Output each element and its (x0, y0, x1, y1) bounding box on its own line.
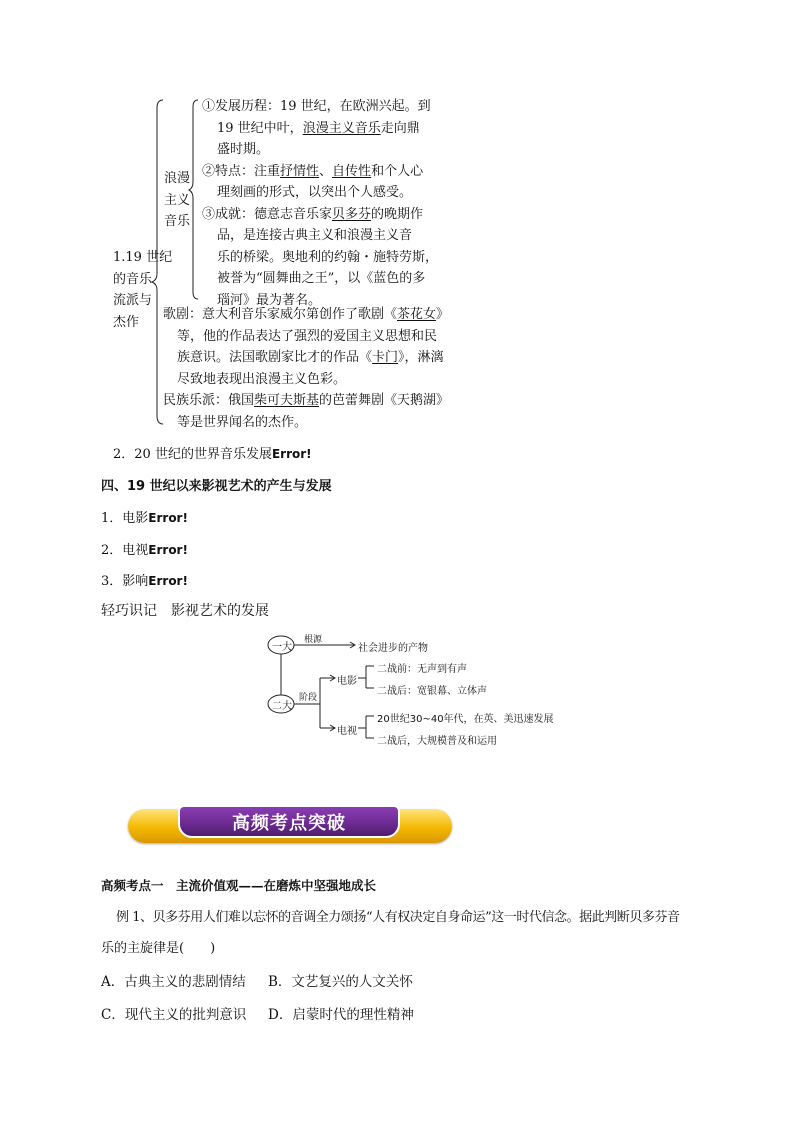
national-line: 民族乐派：俄国柴可夫斯基的芭蕾舞剧《天鹅湖》 (163, 393, 450, 408)
memo-title: 轻巧识记 影视艺术的发展 (101, 603, 269, 619)
romantic-item-line: ②特点：注重抒情性、自传性和个人心 (202, 163, 424, 179)
opera-line: 族意识。法国歌剧家比才的作品《卡门》，淋漓 (177, 350, 444, 365)
banner-text: 高频考点突破 (232, 813, 346, 834)
romantic-label: 音乐 (164, 214, 191, 229)
romantic-label: 浪漫 (164, 171, 191, 186)
romantic-item-line: ③成就：德意志音乐家贝多芬的晚期作 (202, 206, 424, 222)
romantic-item-line: 乐的桥梁。奥地利的约翰・施特劳斯， (217, 249, 439, 265)
option-c: C．现代主义的批判意识 (101, 1007, 247, 1023)
mind-map-root-label: 根源 (304, 635, 323, 645)
mind-map-film: 电影 (337, 676, 357, 687)
option-d: D．启蒙时代的理性精神 (268, 1007, 414, 1023)
option-a: A．古典主义的悲剧情结 (101, 974, 246, 990)
opera-line: 尽致地表现出浪漫主义色彩。 (177, 371, 347, 387)
mind-map-node-1: 一大 (272, 642, 292, 653)
romantic-item-line: 品，是连接古典主义和浪漫主义音 (217, 228, 413, 243)
mind-map-film-item: 二战前：无声到有声 (377, 664, 467, 675)
outline-root-label: 的音乐 (113, 271, 153, 287)
section-banner (128, 805, 452, 847)
romantic-item-line: ①发展历程：19 世纪，在欧洲兴起。到 (202, 99, 431, 114)
outline-root-label: 杰作 (113, 314, 140, 330)
mind-map-stage-label: 阶段 (299, 693, 318, 703)
exam-question: 例 1、贝多芬用人们难以忘怀的音调全力颂扬“人有权决定自身命运”这一时代信念。据此判断贝多芬音 (116, 910, 680, 925)
option-b: B．文艺复兴的人文关怀 (268, 974, 413, 990)
mind-map-film-item: 二战后：宽银幕、立体声 (377, 686, 487, 697)
romantic-item-line: 19 世纪中叶，浪漫主义音乐走向鼎 (217, 120, 420, 136)
opera-line: 等，他的作品表达了强烈的爱国主义思想和民 (177, 328, 438, 344)
outline-root-label: 1.19 世纪 (113, 250, 173, 265)
tv-heading: 2．电视Error! (101, 543, 188, 558)
romantic-label: 主义 (164, 192, 191, 208)
outline-root-label: 流派与 (113, 293, 153, 308)
outline-big-brace (152, 100, 163, 424)
outline-romantic-brace (189, 100, 198, 299)
mind-map-tv-item: 二战后，大规模普及和运用 (377, 736, 497, 747)
film-heading: 1．电影Error! (101, 511, 188, 526)
national-line: 等是世界闻名的杰作。 (177, 414, 308, 430)
romantic-item-line: 被誉为“圆舞曲之王”，以《蓝色的多 (217, 271, 426, 286)
mind-map-root-target: 社会进步的产物 (358, 643, 428, 654)
mind-map-node-2: 二大 (272, 701, 292, 712)
romantic-item-line: 盛时期。 (217, 142, 270, 157)
exam-question: 乐的主旋律是( ) (101, 941, 216, 956)
romantic-item-line: 理刻画的形式，以突出个人感受。 (217, 185, 413, 200)
item-2-heading: 2．20 世纪的世界音乐发展Error! (113, 447, 312, 462)
opera-line: 歌剧：意大利音乐家威尔第创作了歌剧《茶花女》 (163, 307, 450, 322)
section-4-title: 四、19 世纪以来影视艺术的产生与发展 (101, 479, 332, 494)
mind-map-tv: 电视 (337, 726, 357, 737)
romantic-item-line: 瑙河》最为著名。 (217, 292, 322, 308)
influence-heading: 3．影响Error! (101, 574, 188, 589)
mind-map-tv-item: 20世纪30~40年代，在英、美迅速发展 (377, 714, 554, 725)
exam-heading: 高频考点一 主流价值观——在磨炼中坚强地成长 (101, 878, 377, 893)
